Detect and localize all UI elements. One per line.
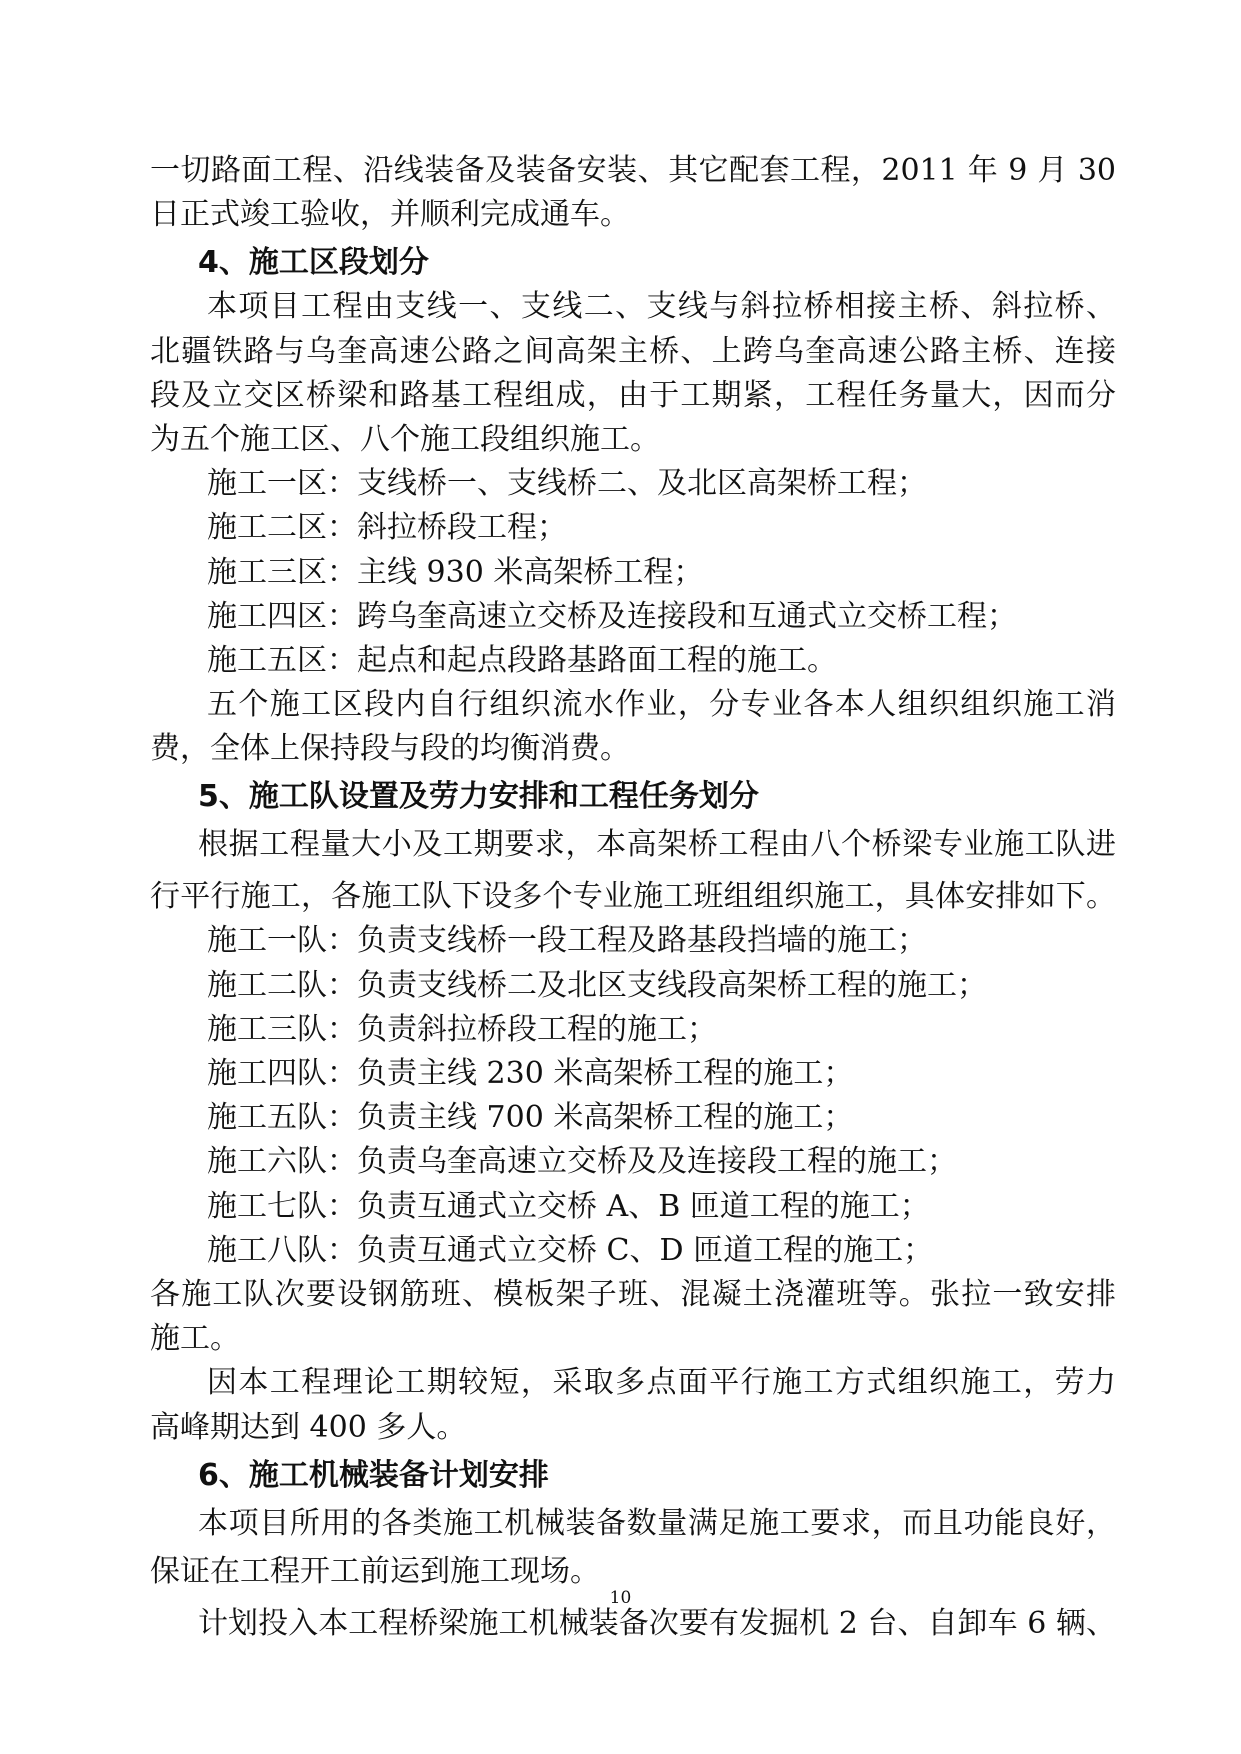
list-item: 施工五队：负责主线 700 米高架桥工程的施工； <box>207 1100 854 1136</box>
section-heading-6: 6、施工机械装备计划安排 <box>198 1457 549 1493</box>
document-body <box>150 150 1116 1647</box>
paragraph-line: 一切路面工程、沿线装备及装备安装、其它配套工程，2011 年 9 月 30 <box>150 153 1116 188</box>
paragraph-line: 段及立交区桥梁和路基工程组成，由于工期紧，工程任务量大，因而分 <box>150 377 1116 413</box>
paragraph-line: 保证在工程开工前运到施工现场。 <box>150 1553 600 1589</box>
paragraph-line: 各施工队次要设钢筋班、模板架子班、混凝土浇灌班等。张拉一致安排 <box>150 1276 1116 1312</box>
list-item: 施工一队：负责支线桥一段工程及路基段挡墙的施工； <box>207 923 927 959</box>
list-item: 施工二队：负责支线桥二及北区支线段高架桥工程的施工； <box>207 967 987 1003</box>
list-item: 施工八队：负责互通式立交桥 C、D 匝道工程的施工； <box>207 1232 934 1268</box>
list-item: 施工三队：负责斜拉桥段工程的施工； <box>207 1011 717 1047</box>
list-item: 施工二区：斜拉桥段工程； <box>207 510 567 546</box>
paragraph-line: 费，全体上保持段与段的均衡消费。 <box>150 731 630 767</box>
paragraph-line: 行平行施工，各施工队下设多个专业施工班组组织施工，具体安排如下。 <box>150 879 1116 915</box>
list-item: 施工五区：起点和起点段路基路面工程的施工。 <box>207 642 837 678</box>
list-item: 施工三区：主线 930 米高架桥工程； <box>207 554 704 590</box>
list-item: 施工六队：负责乌奎高速立交桥及及连接段工程的施工； <box>207 1144 957 1180</box>
list-item: 施工四队：负责主线 230 米高架桥工程的施工； <box>207 1056 854 1091</box>
paragraph-line: 五个施工区段内自行组织流水作业，分专业各本人组织组织施工消 <box>207 687 1116 723</box>
paragraph-line: 计划投入本工程桥梁施工机械装备次要有发掘机 2 台、自卸车 6 辆、 <box>198 1605 1116 1641</box>
list-item: 施工四区：跨乌奎高速立交桥及连接段和互通式立交桥工程； <box>207 598 1017 634</box>
page-number: 10 <box>609 1588 632 1608</box>
list-item: 施工七队：负责互通式立交桥 A、B 匝道工程的施工； <box>207 1188 930 1224</box>
list-item: 施工一区：支线桥一、支线桥二、及北区高架桥工程； <box>207 466 927 502</box>
paragraph-line: 北疆铁路与乌奎高速公路之间高架主桥、上跨乌奎高速公路主桥、连接 <box>150 333 1116 369</box>
section-heading-5: 5、施工队设置及劳力安排和工程任务划分 <box>198 779 759 815</box>
paragraph-line: 为五个施工区、八个施工段组织施工。 <box>150 421 660 457</box>
paragraph-line: 因本工程理论工期较短，采取多点面平行施工方式组织施工，劳力 <box>207 1365 1116 1401</box>
paragraph-line: 施工。 <box>150 1321 240 1357</box>
paragraph-line: 本项目所用的各类施工机械装备数量满足施工要求，而且功能良好， <box>198 1505 1116 1541</box>
paragraph-line: 高峰期达到 400 多人。 <box>150 1409 467 1445</box>
paragraph-line: 本项目工程由支线一、支线二、支线与斜拉桥相接主桥、斜拉桥、 <box>207 289 1116 325</box>
paragraph-line: 日正式竣工验收，并顺利完成通车。 <box>150 197 630 233</box>
paragraph-line: 根据工程量大小及工期要求，本高架桥工程由八个桥梁专业施工队进 <box>198 827 1116 863</box>
section-heading-4: 4、施工区段划分 <box>198 245 429 281</box>
